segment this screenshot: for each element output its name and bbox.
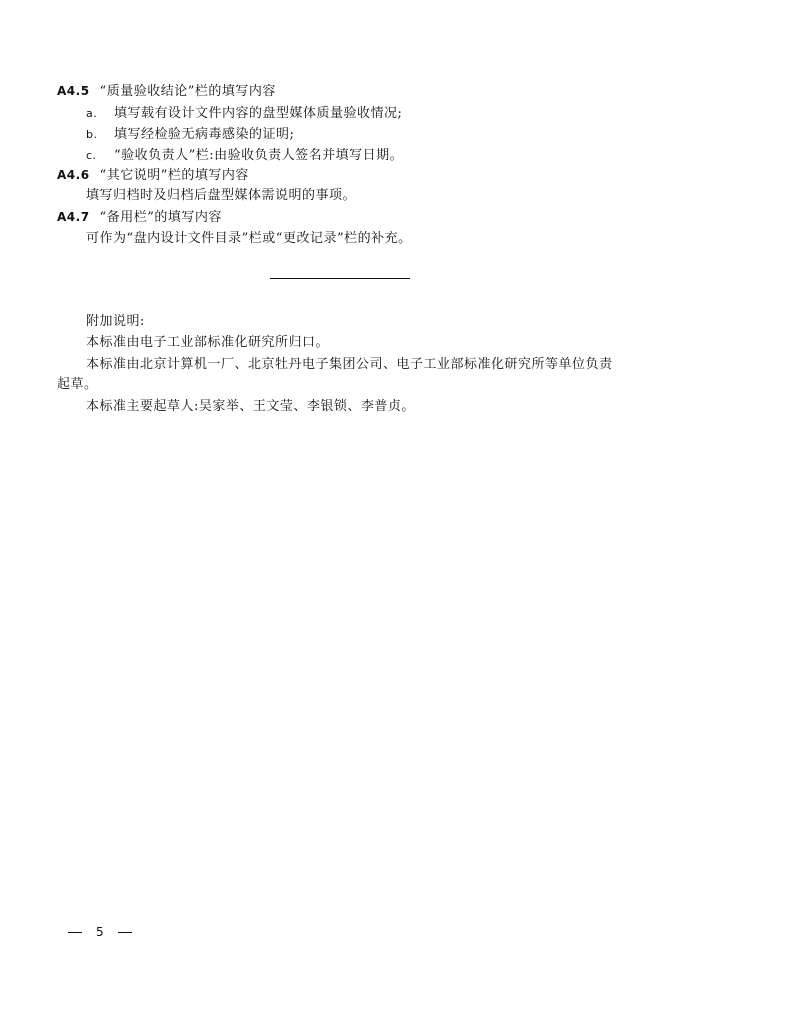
item-text: 填写经检验无病毒感染的证明;: [114, 127, 295, 142]
section-title: “质量验收结论”栏的填写内容: [99, 84, 276, 99]
notes-line: 本标准由北京计算机一厂、北京牡丹电子集团公司、电子工业部标准化研究所等单位负责: [86, 357, 613, 372]
section-number: A4.6: [57, 168, 90, 182]
item-letter: c.: [86, 149, 97, 162]
item-text: 填写载有设计文件内容的盘型媒体质量验收情况;: [114, 106, 403, 121]
list-item: [86, 148, 403, 164]
section-title: “备用栏”的填写内容: [99, 210, 222, 225]
notes-line: 本标准主要起草人:吴家举、王文莹、李银锁、李普贞。: [86, 399, 415, 414]
section-body: 可作为“盘内设计文件目录”栏或“更改记录”栏的补充。: [86, 231, 412, 246]
footer-dash: [118, 932, 132, 933]
notes-heading: 附加说明:: [86, 314, 145, 329]
page-number: 5: [96, 925, 104, 939]
list-item: [86, 106, 402, 122]
page-footer: [68, 925, 132, 939]
list-item: [86, 127, 294, 143]
notes-line: 本标准由电子工业部标准化研究所归口。: [86, 335, 330, 350]
item-letter: a.: [86, 107, 98, 120]
section-a4-5-heading: [57, 83, 276, 100]
section-number: A4.5: [57, 84, 90, 98]
notes-line-continuation: 起草。: [57, 377, 98, 392]
section-a4-7-heading: [57, 209, 222, 226]
item-letter: b.: [86, 128, 98, 141]
section-body: 填写归档时及归档后盘型媒体需说明的事项。: [86, 188, 357, 203]
section-a4-6-heading: [57, 167, 249, 184]
section-number: A4.7: [57, 210, 90, 224]
divider-rule: [270, 278, 410, 279]
footer-dash: [68, 932, 82, 933]
section-title: “其它说明”栏的填写内容: [99, 168, 249, 183]
item-text: “验收负责人”栏:由验收负责人签名并填写日期。: [114, 148, 404, 163]
